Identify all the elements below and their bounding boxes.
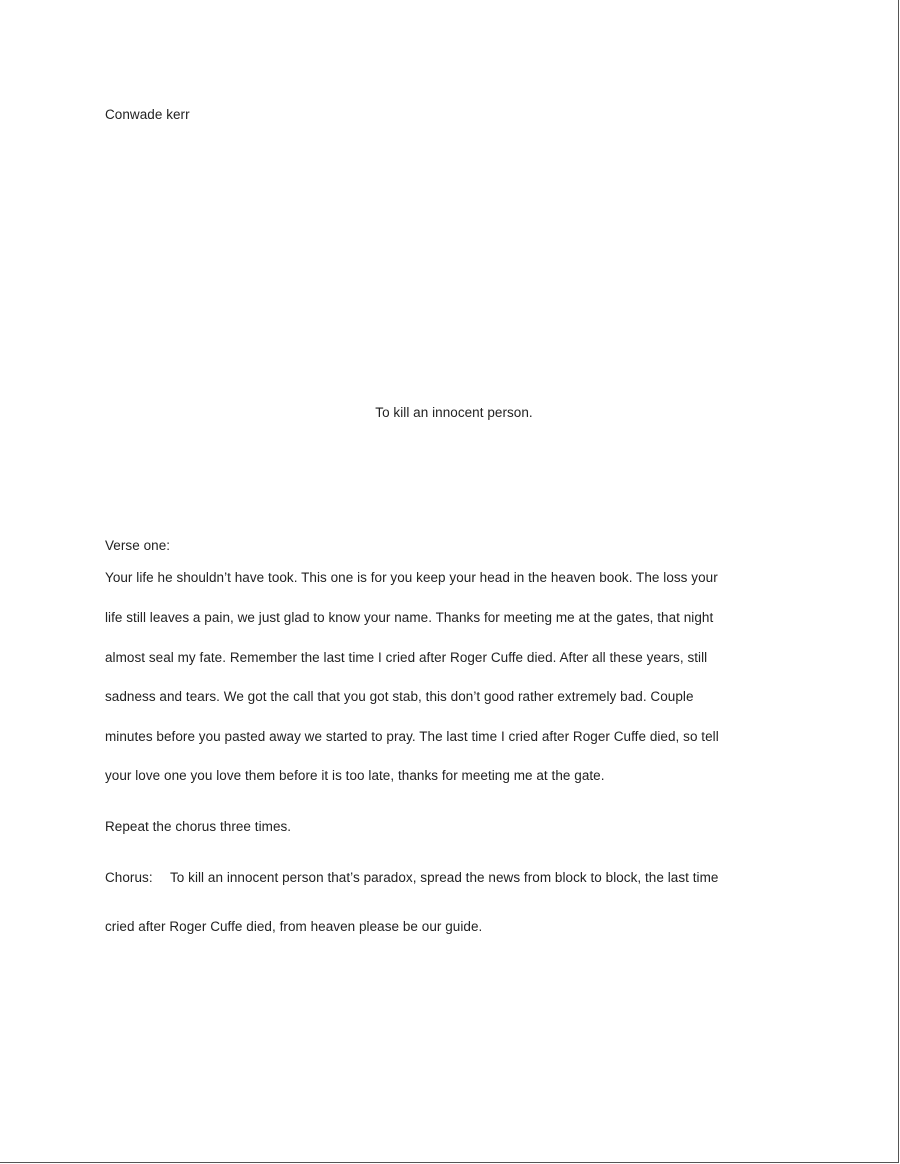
repeat-note: Repeat the chorus three times. — [105, 819, 292, 834]
chorus-text: To kill an innocent person that’s paradox, spread the news from block to block, the last time — [170, 870, 719, 885]
verse-line: your love one you love them before it is too late, thanks for meeting me at the gate. — [105, 768, 605, 783]
verse-line: almost seal my fate. Remember the last time I cried after Roger Cuffe died. After all these years, still — [105, 650, 708, 665]
song-title: To kill an innocent person. — [375, 405, 533, 420]
verse-heading: Verse one: — [105, 538, 171, 553]
verse-line: minutes before you pasted away we started to pray. The last time I cried after Roger Cuffe died, so tell — [105, 729, 719, 744]
verse-line: life still leaves a pain, we just glad to know your name. Thanks for meeting me at the gates, that night — [105, 610, 714, 625]
verse-line: Your life he shouldn’t have took. This one is for you keep your head in the heaven book. The loss your — [105, 570, 718, 585]
chorus-line: cried after Roger Cuffe died, from heaven please be our guide. — [105, 919, 483, 934]
author-name: Conwade kerr — [105, 107, 190, 122]
verse-line: sadness and tears. We got the call that you got stab, this don’t good rather extremely bad. Couple — [105, 689, 694, 704]
chorus-line — [105, 870, 718, 885]
chorus-label: Chorus: — [105, 870, 153, 885]
